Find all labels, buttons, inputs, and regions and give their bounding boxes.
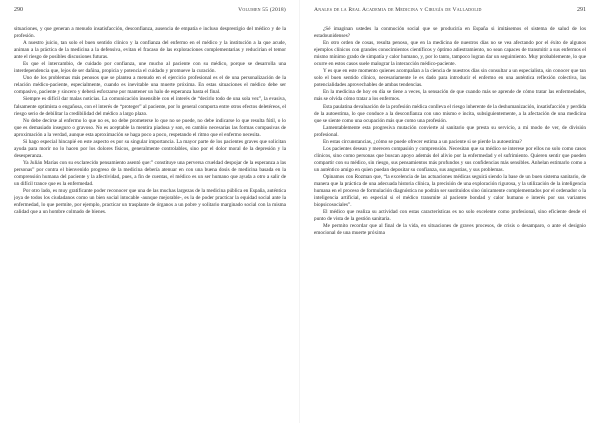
paragraph: Si hago especial hincapié en este aspecto es por su singular importancia. La mayor parte de los pacientes graves que solicitan ayuda para morir no lo hacen por los dolores físicos, generalmente controlables, sino por el dolor moral de la depresión y la desesperanza.	[14, 138, 286, 159]
paragraph: El médico que realiza su actividad con estas características es no solo excelente como profesional, sino eficiente desde el punto de vista de la gestión sanitaria.	[314, 209, 586, 223]
paragraph: Uno de los problemas más penosos que se plantea a menudo en el ejercicio profesional es el de una personalización de la relación médico-paciente, especialmente, cuando es inevitable una muerte próxima. En estas situaciones el médico debe ser compasivo, paciente y sincero y deberá esforzarse por mantener un halo de esperanza hasta el final.	[14, 75, 286, 96]
paragraph: En otro orden de cosas, resulta penoso, que en la medicina de nuestros días no se vea afectando por el éxito de algunos ejemplos clínicos con grandes conocimientos científicos y óptimo adiestramiento, no sean capaces de transmitir a sus enfermos el mismo mínimo grado de simpatía y calor humano, y, por lo tanto, tampoco logran dar un seguimiento. Muy probablemente, lo que ocurre en estos casos suele malograr la interacción médico-paciente.	[314, 40, 586, 68]
paragraph: Me permito recordar que al final de la vida, en situaciones de graves procesos, de crisis o desamparo, o ante el designio emocional de una muerte próxima	[314, 223, 586, 237]
paragraph: situaciones, y que generan a menudo insatisfacción, desconfianza, ausencia de empatía e incluso desprestigio del médico y de la profesión.	[14, 26, 286, 40]
paragraph: Ya Julián Marías con su exclarecido pensamiento asentó que:” constituye una perversa crueldad despojar de la esperanza a las personas” por contra el bienvenido progreso de la medicina debería atenuar en con una buena dosis de medicina basada en la comprensión humana del paciente y la afectividad, pues, a fin de cuentas, el médico es un ser humano que ayuda a otro a salir de un difícil trance que es la enfermedad.	[14, 159, 286, 188]
paragraph: Los pacientes desean y merecen compasión y comprensión. Necesitan que su médico se interese por ellos no solo como casos clínicos, sino como personas que buscan apoyo además del alivio por la enfermedad y el sufrimiento. Quieren sentir que pueden compartir con su médico, sin riesgo, sus pensamientos más profundos y sus confidencias más sensibles. Anhelan estimarlo como a un auténtico amigo en quien puedan depositar su confianza, sus angustias, y sus problemas.	[314, 145, 586, 173]
left-running-title: Volumen 55 (2018)	[238, 7, 286, 13]
paragraph: ¿Sé imaginan ustedes la conmoción social que se produciría en España si imitásemos el sistema de salud de los estadounidenses?	[314, 26, 586, 40]
paragraph: A nuestro juicio, tan solo el buen sentido clínico y la confianza del enfermo en el médico y la institución a la que acude, animan a la práctica de la medicina a la defensiva, evitan el fracaso de las exploraciones complementarias y reducirían el temor ante el riesgo de posibles discusiones futuras.	[14, 40, 286, 61]
right-running-title: Anales de la Real Academia de Medicina y Cirugía de Valladolid	[314, 7, 482, 13]
paragraph: En la medicina de hoy en día se tiene a veces, la sensación de que cuando más se aprende de cómo tratar las enfermedades, más se olvida cómo tratar a los enfermos.	[314, 89, 586, 103]
left-page-body	[14, 26, 286, 216]
right-page-number: 291	[577, 7, 586, 13]
paragraph: Por otro lado, es muy gratificante poder reconocer que una de las muchas largezas de la medicina pública en España, auténtica joya de todos los ciudadanos como un bien social intocable -aunque mejorable-, es la de poder practicar la equidad social ante la enfermedad, lo que permite, por ejemplo, practicar un trasplante de órganos a un pobre y solitario marginado social con la misma calidad que a un hombre colmado de bienes.	[14, 188, 286, 216]
right-running-head	[314, 4, 586, 16]
page-gutter	[299, 0, 300, 423]
left-page	[14, 0, 286, 423]
right-page	[314, 0, 586, 423]
paragraph: En estas circunstancias, ¿cómo se puede ofrecer estima a un paciente si se pierde la autoestima?	[323, 138, 522, 145]
paragraph: Es que el intercambio, de cuidado por confianza, une mucho al paciente con su médico, porque se desarrolla una interdependencia que, lejos de ser dañina, propicia y potencia el cuidado y promueve la curación.	[14, 61, 286, 75]
paragraph: Siempre es difícil dar malas noticias. La comunicación insensible con el interés de “decirlo todo de una sola vez”, la evasiva, falsamente optimista o engañosa, con el interés de “proteger” al paciente, por lo general comporta entre otros efectos deletéreos, el riesgo serio de debilitar la credibilidad del médico a largo plazo.	[14, 96, 286, 117]
left-running-head	[14, 4, 286, 16]
paragraph: Opinamos con Rozman que, “la excelencia de las actuaciones médicas seguirá siendo la base de un buen sistema sanitario, de manera que la práctica de una adecuada historia clínica, la precisión de una exploración rigurosa, y la utilización de la inteligencia humana en el proceso de formulación diagnóstica no podrán ser sustituidos sino únicamente complementados por el ordenador o la inteligencia artificial, en especial si el médico transmite al paciente bondad y calor humano e interés por sus variantes biopsicosociales”.	[314, 173, 586, 209]
right-page-body	[314, 26, 586, 237]
paragraph: No debe decirse al enfermo lo que no es, no debe prometerse lo que no se puede, no debe indicarse lo que resulta fútil, o lo que es demasiado inseguro o gravoso. No es aceptable la mentira piadosa y son, en cambio necesarias las formas compasivas de aproximación a la verdad, aunque esta aproximación se haga poco a poco, respetando el ritmo que el enfermo necesita.	[14, 117, 286, 138]
paragraph: Esta paulatina devaluación de la profesión médica conlleva el riesgo inherente de la deshumanización, insatisfacción y perdida de la autoestima, lo que conduce a la desconfianza con uno mismo e incita, subsiguientemente, a la afectación de una medicina que se siente como una ocupación más que como una profesión.	[314, 103, 586, 124]
paragraph: Lamentablemente esta progresiva mutación convierte al sanitario que presta su servicio, a mi modo de ver, de división profesional.	[314, 124, 586, 138]
paragraph: Y es que en este momento quienes acompañan a la ciencia de nuestros días sin consultar a un especialista, sin conocer que tan solo el buen sentido clínico, necesariamente le es dado para introducir el enfermo en una auténtica reflexión colectiva, las potencialidades aprovechables de ambas tendencias.	[314, 68, 586, 89]
left-page-number: 290	[14, 7, 23, 13]
